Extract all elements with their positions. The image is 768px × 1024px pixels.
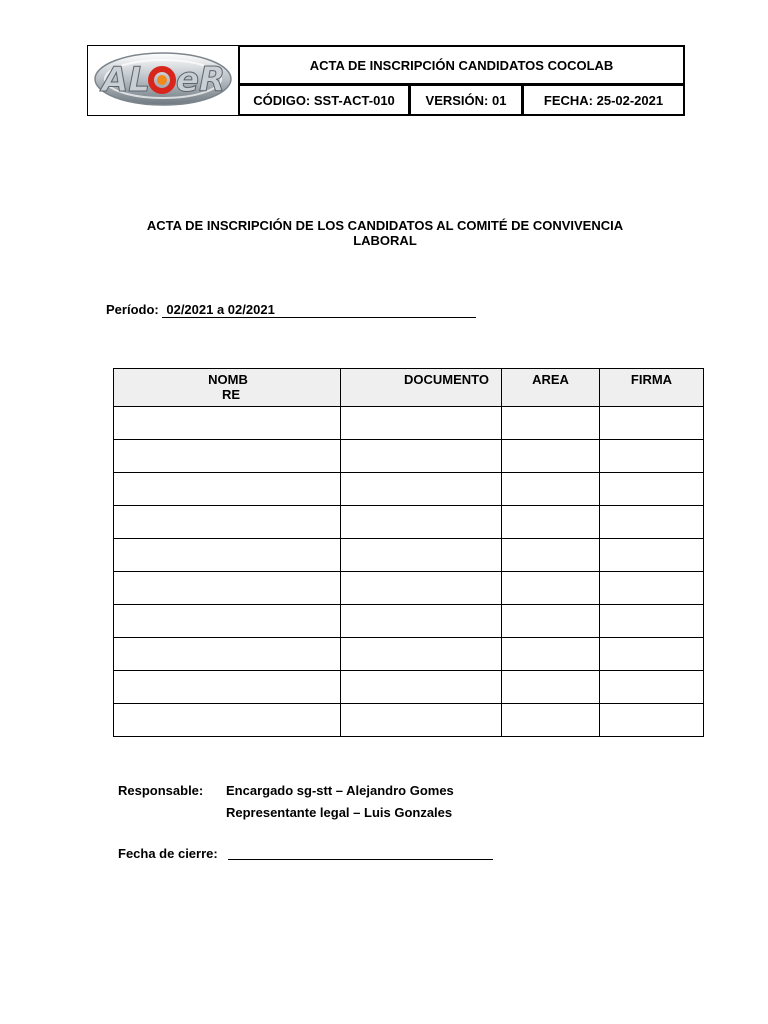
cell-documento[interactable]	[341, 638, 502, 671]
cell-area[interactable]	[502, 572, 600, 605]
cell-firma[interactable]	[600, 473, 704, 506]
cell-documento[interactable]	[341, 440, 502, 473]
cell-nombre[interactable]	[114, 638, 341, 671]
cell-firma[interactable]	[600, 671, 704, 704]
cell-area[interactable]	[502, 539, 600, 572]
cell-firma[interactable]	[600, 605, 704, 638]
table-row	[114, 638, 704, 671]
fecha-cierre-line[interactable]	[228, 859, 493, 860]
cell-nombre[interactable]	[114, 572, 341, 605]
cell-nombre[interactable]	[114, 407, 341, 440]
cell-area[interactable]	[502, 671, 600, 704]
cell-documento[interactable]	[341, 539, 502, 572]
table-header-row	[114, 369, 704, 407]
cell-documento[interactable]	[341, 704, 502, 737]
header-documento: DOCUMENTO	[341, 369, 502, 407]
cell-area[interactable]	[502, 704, 600, 737]
cell-area[interactable]	[502, 407, 600, 440]
table-row	[114, 473, 704, 506]
fecha-cierre-label: Fecha de cierre:	[118, 846, 218, 861]
cell-area[interactable]	[502, 638, 600, 671]
header-nombre-line1: NOMB	[208, 372, 248, 387]
document-header	[87, 45, 685, 116]
cell-documento[interactable]	[341, 506, 502, 539]
document-title-line2: LABORAL	[353, 233, 417, 248]
codigo-cell: CÓDIGO: SST-ACT-010	[239, 85, 410, 116]
cell-documento[interactable]	[341, 572, 502, 605]
cell-nombre[interactable]	[114, 704, 341, 737]
responsable-label: Responsable:	[118, 783, 204, 798]
svg-text:eR: eR	[176, 60, 226, 100]
document-title	[120, 218, 650, 248]
cell-firma[interactable]	[600, 506, 704, 539]
cell-documento[interactable]	[341, 473, 502, 506]
cell-firma[interactable]	[600, 704, 704, 737]
alcer-logo	[90, 47, 236, 111]
responsable-1: Encargado sg-stt – Alejandro Gomes	[226, 783, 454, 798]
version-cell: VERSIÓN: 01	[410, 85, 523, 116]
cell-firma[interactable]	[600, 572, 704, 605]
document-title-line1: ACTA DE INSCRIPCIÓN DE LOS CANDIDATOS AL COMITÉ DE CONVIVENCIA	[146, 218, 624, 233]
cell-area[interactable]	[502, 473, 600, 506]
header-nombre	[114, 369, 341, 407]
cell-area[interactable]	[502, 506, 600, 539]
table-row	[114, 704, 704, 737]
cell-nombre[interactable]	[114, 539, 341, 572]
cell-nombre[interactable]	[114, 440, 341, 473]
cell-firma[interactable]	[600, 407, 704, 440]
svg-text:AL: AL	[102, 60, 150, 100]
cell-nombre[interactable]	[114, 671, 341, 704]
cell-area[interactable]	[502, 605, 600, 638]
table-row	[114, 539, 704, 572]
candidates-table	[113, 368, 704, 737]
cell-documento[interactable]	[341, 407, 502, 440]
cell-nombre[interactable]	[114, 605, 341, 638]
table-row	[114, 572, 704, 605]
periodo-row	[106, 302, 476, 318]
cell-documento[interactable]	[341, 671, 502, 704]
periodo-label: Período:	[106, 302, 159, 317]
logo-cell	[88, 46, 239, 116]
header-firma: FIRMA	[600, 369, 704, 407]
periodo-value: 02/2021 a 02/2021	[162, 302, 476, 318]
cell-documento[interactable]	[341, 605, 502, 638]
table-row	[114, 671, 704, 704]
table-row	[114, 605, 704, 638]
table-row	[114, 407, 704, 440]
cell-nombre[interactable]	[114, 473, 341, 506]
table-row	[114, 506, 704, 539]
document-code-title: ACTA DE INSCRIPCIÓN CANDIDATOS COCOLAB	[239, 46, 685, 85]
cell-area[interactable]	[502, 440, 600, 473]
cell-firma[interactable]	[600, 539, 704, 572]
fecha-cell: FECHA: 25-02-2021	[523, 85, 685, 116]
cell-firma[interactable]	[600, 440, 704, 473]
cell-firma[interactable]	[600, 638, 704, 671]
header-nombre-line2: RE	[222, 387, 241, 402]
header-area: AREA	[502, 369, 600, 407]
responsable-2: Representante legal – Luis Gonzales	[226, 805, 453, 820]
table-row	[114, 440, 704, 473]
cell-nombre[interactable]	[114, 506, 341, 539]
